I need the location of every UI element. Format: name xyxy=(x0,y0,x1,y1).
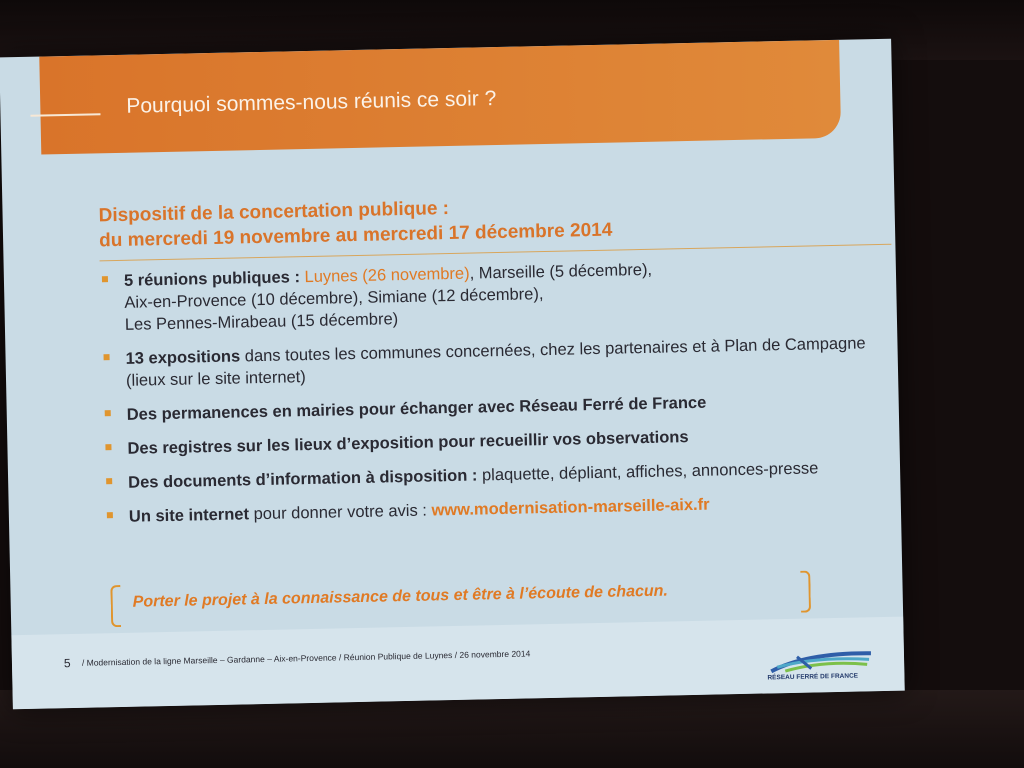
right-bracket xyxy=(800,571,811,613)
rff-logo-icon xyxy=(767,647,878,685)
bullet-icon xyxy=(102,276,108,282)
item-text: plaquette, dépliant, affiches, annonces-presse xyxy=(477,459,819,485)
bullet-icon xyxy=(104,354,110,360)
logo-text: RÉSEAU FERRÉ DE FRANCE xyxy=(767,672,859,682)
logo-swoosh xyxy=(767,647,878,675)
item-text: pour donner votre avis : xyxy=(248,501,432,524)
slide-title: Pourquoi sommes-nous réunis ce soir ? xyxy=(126,87,497,118)
bullet-icon xyxy=(105,444,111,450)
list-item xyxy=(97,332,878,392)
bullet-icon xyxy=(106,478,112,484)
item-bold: Un site internet xyxy=(128,505,250,526)
list-item xyxy=(99,422,879,460)
list-item xyxy=(96,254,877,336)
bullet-icon xyxy=(105,410,111,416)
heading-line-1: Dispositif de la concertation publique : xyxy=(98,198,450,227)
left-bracket xyxy=(110,585,121,627)
projected-slide xyxy=(0,39,905,710)
list-item xyxy=(100,456,880,494)
item-text: , Marseille (5 décembre), xyxy=(469,260,653,283)
website-link[interactable]: www.modernisation-marseille-aix.fr xyxy=(431,495,710,520)
footer-text: / Modernisation de la ligne Marseille – Gardanne – Aix-en-Provence / Réunion Publique de Luynes / 26 novembre 2014 xyxy=(81,648,531,668)
page-number: 5 xyxy=(63,656,71,671)
item-bold: Des permanences en mairies pour échanger avec Réseau Ferré de France xyxy=(126,393,707,424)
bullet-list xyxy=(96,254,881,540)
callout-box xyxy=(110,571,811,626)
bullet-icon xyxy=(107,512,113,518)
list-item xyxy=(99,388,879,426)
item-bold: 5 réunions publiques : xyxy=(123,268,301,290)
list-item xyxy=(101,490,881,528)
item-bold: Des registres sur les lieux d’exposition pour recueillir vos observations xyxy=(127,428,689,458)
heading-line-2: du mercredi 19 novembre au mercredi 17 décembre 2014 xyxy=(98,219,613,252)
item-bold: Des documents d’information à disposition : xyxy=(128,466,478,492)
callout-text: Porter le projet à la connaissance de tous et être à l’écoute de chacun. xyxy=(132,582,669,611)
heading-block xyxy=(98,193,612,254)
item-line-2: Aix-en-Provence (10 décembre), Simiane (12 décembre), xyxy=(124,285,544,312)
item-text: dans toutes les communes concernées, chez les partenaires et à Plan de Campagne (lieux sur le site internet) xyxy=(125,334,866,390)
item-line-3: Les Pennes-Mirabeau (15 décembre) xyxy=(124,310,399,334)
item-bold: 13 expositions xyxy=(125,347,241,368)
item-highlight: Luynes (26 novembre) xyxy=(304,264,470,287)
